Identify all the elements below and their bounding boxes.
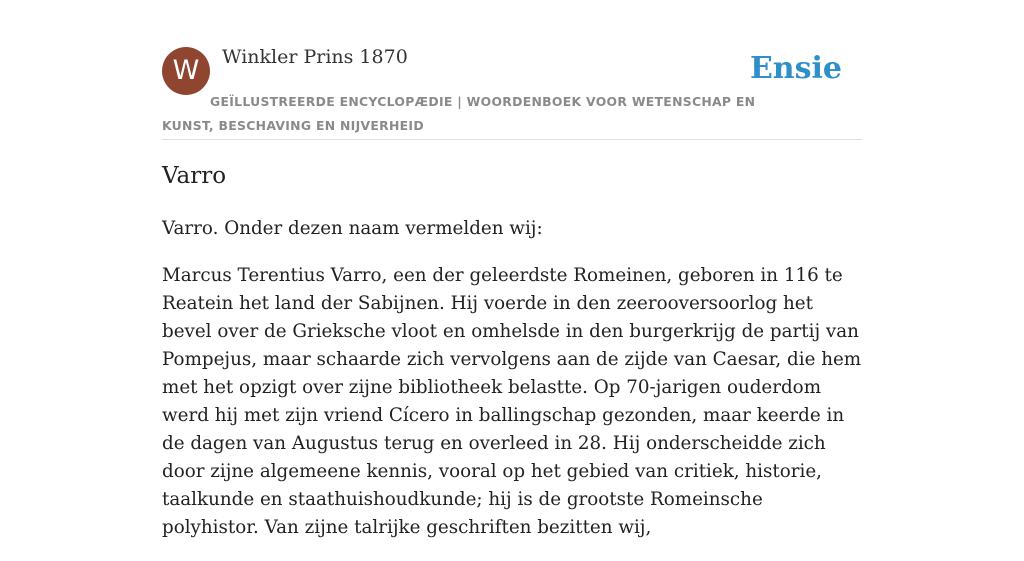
source-title[interactable]: Winkler Prins 1870 <box>222 46 408 68</box>
ensie-logo[interactable]: Ensie <box>749 51 842 86</box>
article-paragraph-intro: Varro. Onder dezen naam vermelden wij: <box>162 218 543 239</box>
source-avatar[interactable]: W <box>162 47 210 95</box>
article-paragraph-main: Marcus Terentius Varro, een der geleerdste Romeinen, geboren in 116 te Reatein het land der Sabijnen. Hij voerde in den zeerooversoorlog het bevel over de Grieksche vloot en omhelsde in den burgerkrijg de partij van Pompejus, maar schaarde zich vervolgens aan de zijde van Caesar, die hem met het opzigt over zijne bibliotheek belastte. Op 70-jarigen ouderdom werd hij met zijn vriend Cícero in ballingschap gezonden, maar keerde in de dagen van Augustus terug en overleed in 28. Hij onderscheidde zich door zijne algemeene kennis, vooral op het gebied van critiek, historie, taalkunde en staathuishoudkunde; hij is de grootste Romeinsche polyhistor. Van zijne talrijke geschriften bezitten wij, <box>162 265 862 538</box>
source-subtitle: GEÏLLUSTREERDE ENCYCLOPÆDIE | WOORDENBOEK VOOR WETENSCHAP EN KUNST, BESCHAVING EN NIJVERHEID <box>162 94 756 133</box>
header-divider <box>162 139 862 140</box>
article-title: Varro <box>162 163 227 189</box>
article-body <box>162 215 862 561</box>
